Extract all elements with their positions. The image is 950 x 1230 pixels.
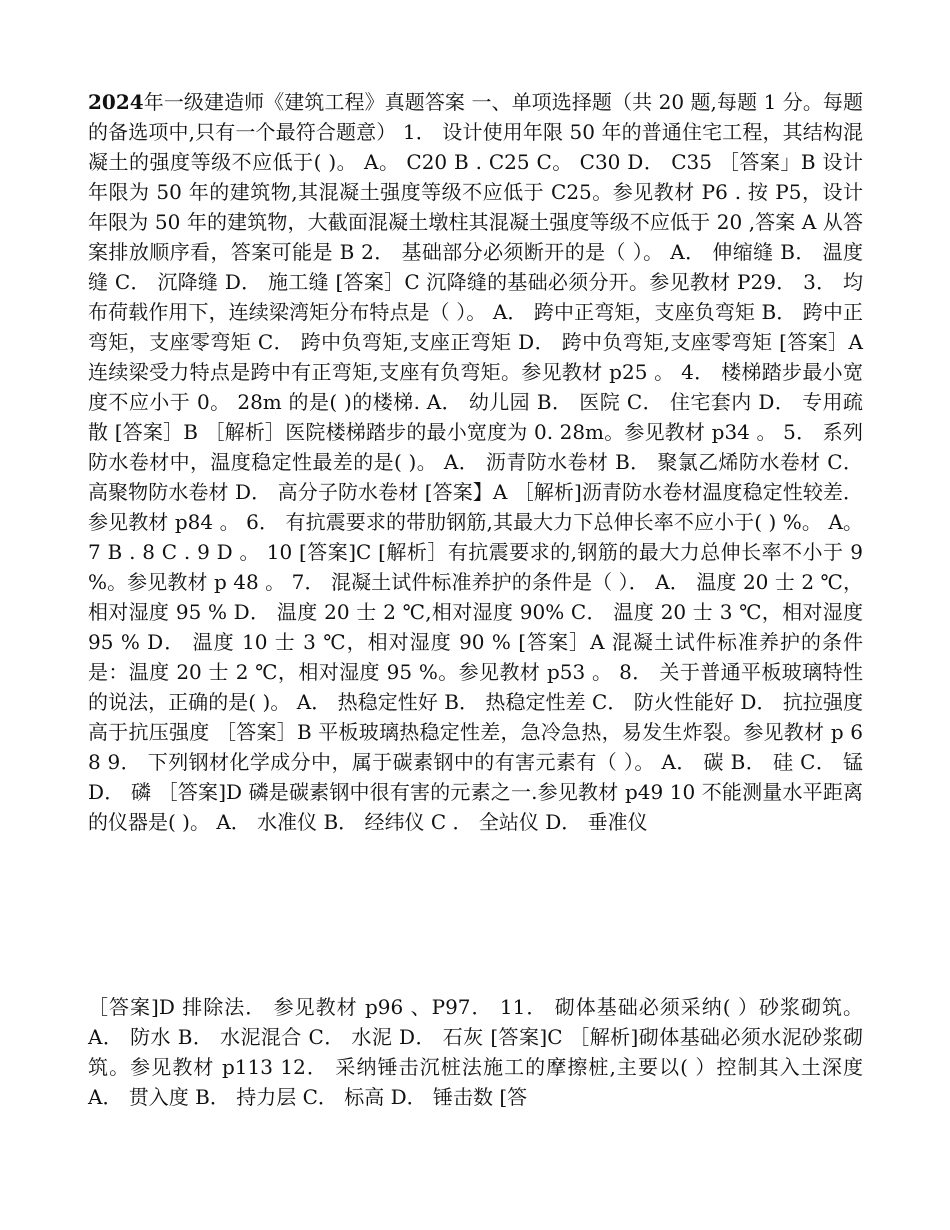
title-year: 2024 — [88, 90, 144, 114]
paragraph-2-text: ［答案]D 排除法． 参见教材 p96 、P97． 11． 砌体基础必须采纳( ）砂浆砌筑。 A． 防水 B． 水泥混合 C． 水泥 D． 石灰 [答案]C ［解析]砌体基础必须水泥砂浆砌筑。参见教材 p113 12． 采纳锤击沉桩法施工的摩擦桩,主要以( ）控制其入土深度 A． 贯入度 B． 持力层 C． 标高 D． 锤击数 [答 — [88, 995, 863, 1109]
paragraph-1-text: 年一级建造师《建筑工程》真题答案 一、单项选择题（共 20 题,每题 1 分。每题的备选项中,只有一个最符合题意） 1． 设计使用年限 50 年的普通住宅工程，其结构混凝土的强度等级不应低于( )。 A。 C20 B . C25 C。 C30 D． C35 ［答案」B 设计年限为 50 年的建筑物,其混凝土强度等级不应低于 C25。参见教材 P6 . 按 P5，设计年限为 50 年的建筑物，大截面混凝土墩柱其混凝土强度等级不应低于 20 ,答案 A 从答案排放顺序看，答案可能是 B 2． 基础部分必须断开的是（ ）。 A． 伸缩缝 B． 温度缝 C． 沉降缝 D． 施工缝 [答案］C 沉降缝的基础必须分开。参见教材 P29． 3． 均布荷载作用下，连续梁湾矩分布特点是（ ）。 A． 跨中正弯矩，支座负弯矩 B． 跨中正弯矩，支座零弯矩 C． 跨中负弯矩,支座正弯矩 D． 跨中负弯矩,支座零弯矩 [答案］A 连续梁受力特点是跨中有正弯矩,支座有负弯矩。参见教材 p25 。 4． 楼梯踏步最小宽度不应小于 0。 28m 的是( )的楼梯. A． 幼儿园 B． 医院 C． 住宅套内 D． 专用疏散 [答案］B ［解析］医院楼梯踏步的最小宽度为 0. 28m。参见教材 p34 。 5． 系列防水卷材中，温度稳定性最差的是( )。 A． 沥青防水卷材 B． 聚氯乙烯防水卷材 C． 高聚物防水卷材 D． 高分子防水卷材 [答案】A ［解析]沥青防水卷材温度稳定性较差． 参见教材 p84 。 6． 有抗震要求的带肋钢筋,其最大力下总伸长率不应小于( ) %。 A。 7 B . 8 C . 9 D 。 10 [答案]C [解析］有抗震要求的,钢筋的最大力总伸长率不小于 9 %。参见教材 p 48 。 7． 混凝土试件标准养护的条件是（ ）． A． 温度 20 士 2 ℃，相对湿度 95 % D． 温度 20 士 2 ℃,相对湿度 90% C． 温度 20 士 3 ℃，相对湿度 95 % D． 温度 10 士 3 ℃，相对湿度 90 % [答案］A 混凝土试件标准养护的条件是：温度 20 士 2 ℃，相对湿度 95 %。参见教材 p53 。 8． 关于普通平板玻璃特性的说法，正确的是( )。 A． 热稳定性好 B． 热稳定性差 C． 防火性能好 D． 抗拉强度高于抗压强度 ［答案］B 平板玻璃热稳定性差，急冷急热，易发生炸裂。参见教材 p 68 9． 下列钢材化学成分中，属于碳素钢中的有害元素有（ ）。 A． 碳 B． 硅 C． 锰 D． 磷 ［答案]D 磷是碳素钢中很有害的元素之一.参见教材 p49 10 不能测量水平距离的仪器是( )。 A． 水准仪 B． 经纬仪 C ． 全站仪 D． 垂准仪 — [88, 90, 863, 834]
exam-answer-paragraph-2 — [88, 992, 863, 1112]
exam-answer-paragraph-1 — [88, 87, 863, 837]
